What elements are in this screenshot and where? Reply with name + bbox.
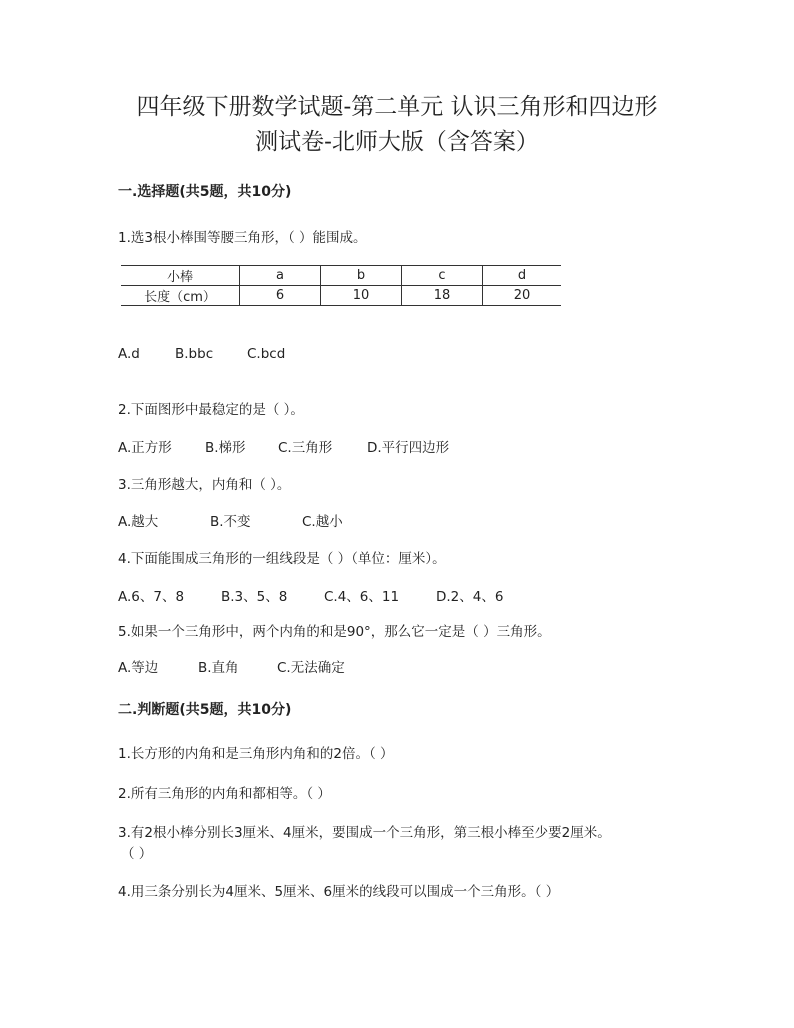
option-d[interactable]: D.平行四边形: [367, 440, 450, 456]
option-b[interactable]: B.bbc: [175, 346, 214, 362]
option-a[interactable]: A.6、7、8: [118, 589, 185, 605]
table-cell: 10: [321, 286, 402, 306]
option-c[interactable]: C.无法确定: [277, 660, 345, 676]
table-cell: 18: [402, 286, 483, 306]
option-b[interactable]: B.3、5、8: [221, 589, 288, 605]
question-5-options: [118, 656, 345, 676]
title-line-1: 四年级下册数学试题-第二单元 认识三角形和四边形: [136, 94, 658, 120]
table-cell: a: [240, 266, 321, 286]
section-heading-choice: 一.选择题(共5题，共10分): [118, 184, 292, 200]
option-a[interactable]: A.正方形: [118, 440, 172, 456]
table-row: [121, 266, 561, 286]
question-4: 4.下面能围成三角形的一组线段是（ ）（单位：厘米）。: [118, 551, 446, 567]
table-cell: 长度（cm）: [121, 286, 240, 306]
table-cell: 小棒: [121, 266, 240, 286]
question-2: 2.下面图形中最稳定的是（ ）。: [118, 402, 304, 418]
question-2-options: [118, 436, 449, 456]
option-a[interactable]: A.越大: [118, 514, 159, 530]
table-cell: c: [402, 266, 483, 286]
option-c[interactable]: C.越小: [302, 514, 343, 530]
judgement-3-answer: （ ）: [121, 846, 153, 862]
question-5: 5.如果一个三角形中，两个内角的和是90°，那么它一定是（ ）三角形。: [118, 624, 551, 640]
table-cell: 20: [483, 286, 562, 306]
option-c[interactable]: C.bcd: [247, 346, 286, 362]
table-cell: 6: [240, 286, 321, 306]
judgement-1: 1.长方形的内角和是三角形内角和的2倍。（ ）: [118, 746, 394, 762]
option-d[interactable]: D.2、4、6: [436, 589, 504, 605]
question-4-options: [118, 585, 503, 605]
option-c[interactable]: C.4、6、11: [324, 589, 400, 605]
option-a[interactable]: A.等边: [118, 660, 159, 676]
question-3: 3.三角形越大，内角和（ ）。: [118, 477, 291, 493]
option-b[interactable]: B.不变: [210, 514, 251, 530]
judgement-3: 3.有2根小棒分别长3厘米、4厘米，要围成一个三角形，第三根小棒至少要2厘米。: [118, 825, 611, 841]
option-b[interactable]: B.直角: [198, 660, 239, 676]
option-a[interactable]: A.d: [118, 346, 140, 362]
table-cell: b: [321, 266, 402, 286]
section-heading-judgement: 二.判断题(共5题，共10分): [118, 702, 292, 718]
option-b[interactable]: B.梯形: [205, 440, 246, 456]
judgement-4: 4.用三条分别长为4厘米、5厘米、6厘米的线段可以围成一个三角形。（ ）: [118, 884, 560, 900]
question-1-options: [118, 346, 285, 362]
title-line-2: 测试卷-北师大版（含答案）: [255, 129, 539, 155]
table-cell: d: [483, 266, 562, 286]
judgement-2: 2.所有三角形的内角和都相等。（ ）: [118, 786, 331, 802]
option-c[interactable]: C.三角形: [278, 440, 333, 456]
table-row: [121, 286, 561, 306]
question-3-options: [118, 510, 343, 530]
stick-length-table: [121, 265, 561, 306]
question-1: 1.选3根小棒围等腰三角形，（ ）能围成。: [118, 230, 367, 246]
